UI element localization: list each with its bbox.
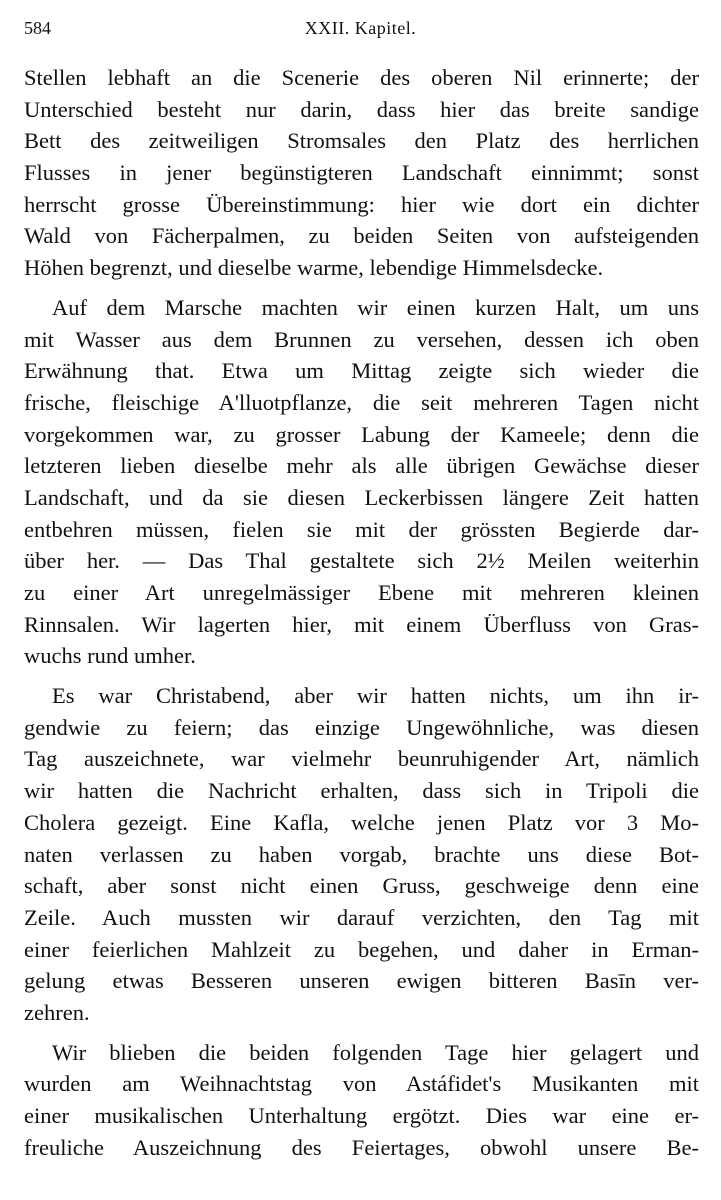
page-number: 584 [24,18,51,38]
text-line: einer musikalischen Unterhaltung ergötzt. Dies war eine er- [24,1103,699,1128]
text-line: Cholera gezeigt. Eine Kafla, welche jenen Platz vor 3 Mo- [24,809,699,835]
text-line: vorgekommen war, zu grosser Labung der Kameele; denn die [24,421,699,447]
text-line: wurden am Weihnachtstag von Astáfidet's Musikanten mit [24,1071,699,1097]
text-line: Stellen lebhaft an die Scenerie des oberen Nil erinnerte; der [24,65,699,90]
text-line: Tag auszeichnete, war vielmehr beunruhigender Art, nämlich [24,746,699,772]
paragraph [24,680,699,1029]
paragraph [24,1037,699,1164]
paragraph [24,62,699,284]
running-head [24,18,697,46]
text-line: über her. — Das Thal gestaltete sich 2½ Meilen weiterhin [24,548,699,574]
text-line: Unterschied besteht nur darin, dass hier das breite sandige [24,96,699,122]
text-line: herrscht grosse Übereinstimmung: hier wie dort ein dichter [24,191,699,217]
text-line: zehren. [24,999,90,1025]
text-line: gelung etwas Besseren unseren ewigen bitteren Basīn ver- [24,968,699,994]
body-text [24,62,699,1163]
paragraph [24,292,699,672]
text-line: entbehren müssen, fielen sie mit der grössten Begierde dar- [24,516,699,542]
text-line: Es war Christabend, aber wir hatten nichts, um ihn ir- [52,683,699,709]
text-line: freuliche Auszeichnung des Feiertages, obwohl unsere Be- [24,1134,699,1160]
text-line: wir hatten die Nachricht erhalten, dass sich in Tripoli die [24,778,699,804]
text-line: frische, fleischige A'lluotpflanze, die seit mehreren Tagen nicht [24,389,699,415]
paragraph-gap [24,1029,699,1037]
text-line: Flusses in jener begünstigteren Landschaft einnimmt; sonst [24,160,699,186]
text-line: Zeile. Auch mussten wir darauf verzichten, den Tag mit [24,904,699,930]
text-line: Höhen begrenzt, und dieselbe warme, lebendige Himmelsdecke. [24,255,604,281]
text-line: einer feierlichen Mahlzeit zu begehen, und daher in Erman- [24,936,699,962]
chapter-title: XXII. Kapitel. [304,18,417,38]
text-line: Erwähnung that. Etwa um Mittag zeigte sich wieder die [24,358,699,384]
paragraph-gap [24,284,699,292]
text-line: Landschaft, und da sie diesen Leckerbissen längere Zeit hatten [24,484,699,510]
text-line: Wald von Fächerpalmen, zu beiden Seiten von aufsteigenden [24,223,699,249]
text-line: zu einer Art unregelmässiger Ebene mit mehreren kleinen [24,580,699,605]
text-line: mit Wasser aus dem Brunnen zu versehen, dessen ich oben [24,326,699,352]
text-line: schaft, aber sonst nicht einen Gruss, geschweige denn eine [24,873,699,899]
text-line: Bett des zeitweiligen Stromsales den Platz des herrlichen [24,128,699,154]
text-line: Auf dem Marsche machten wir einen kurzen Halt, um uns [52,294,699,320]
text-line: gendwie zu feiern; das einzige Ungewöhnliche, was diesen [24,714,699,740]
text-line: Rinnsalen. Wir lagerten hier, mit einem Überfluss von Gras- [24,611,699,637]
text-line: letzteren lieben dieselbe mehr als alle übrigen Gewächse dieser [24,453,699,479]
paragraph-gap [24,672,699,680]
text-line: Wir blieben die beiden folgenden Tage hier gelagert und [52,1039,699,1065]
text-line: naten verlassen zu haben vorgab, brachte uns diese Bot- [24,841,699,867]
text-line: wuchs rund umher. [24,643,196,669]
